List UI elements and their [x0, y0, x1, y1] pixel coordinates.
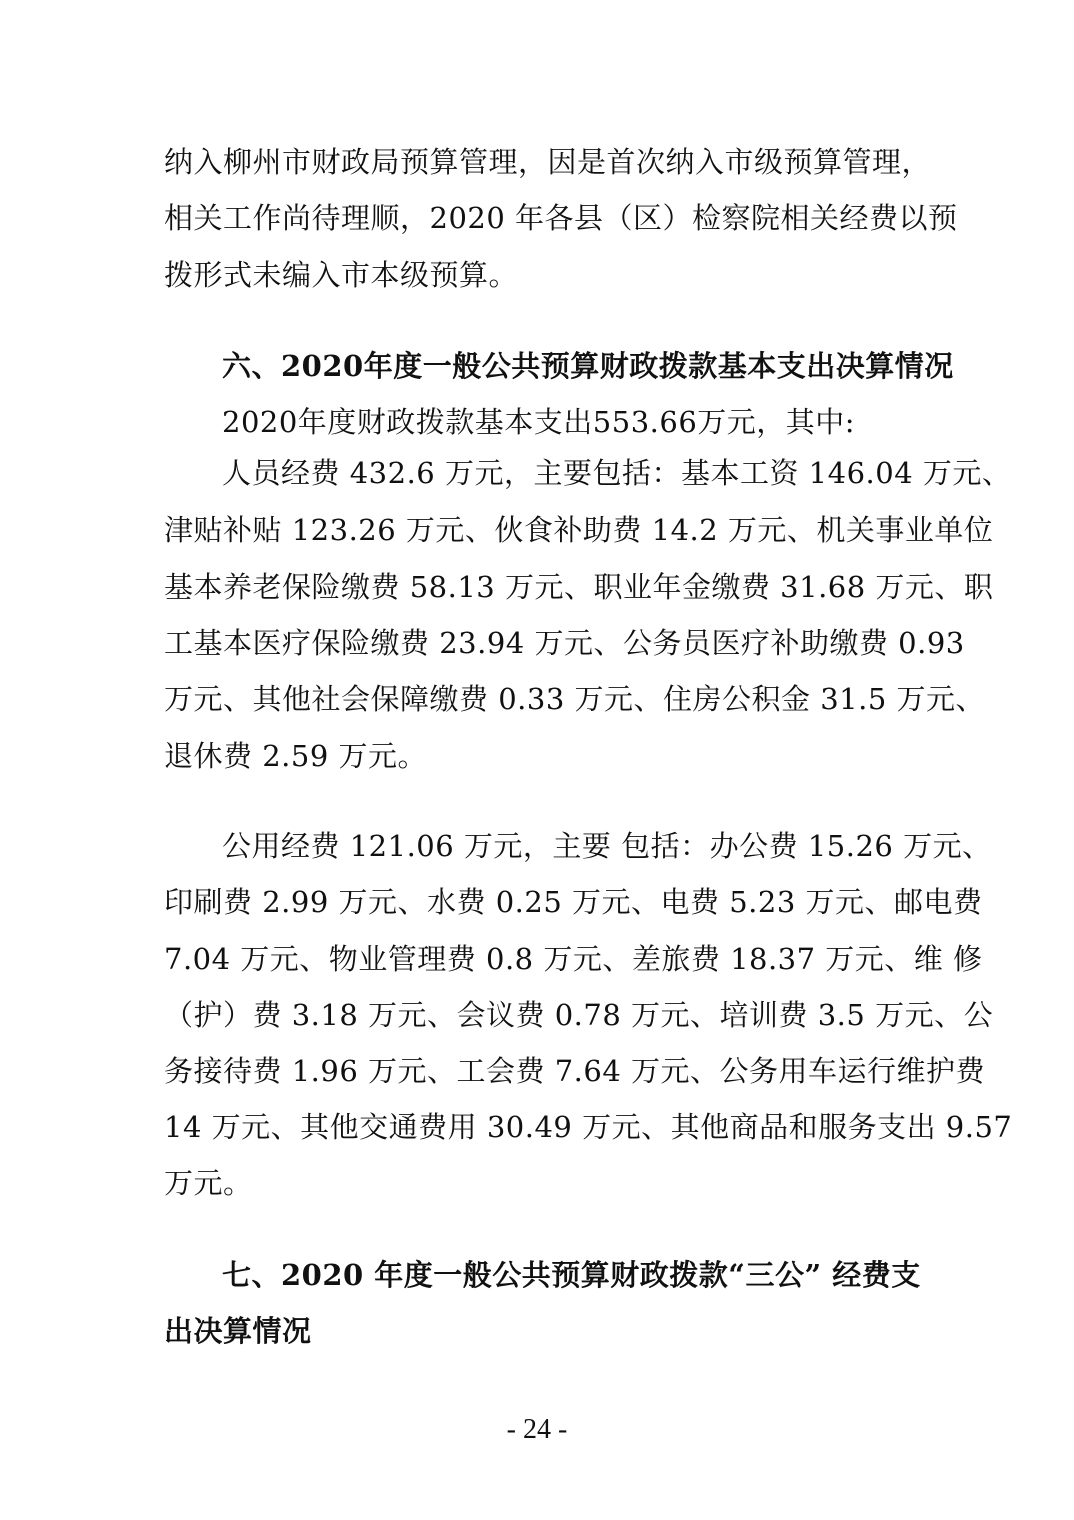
text-line: 人员经费 432.6 万元，主要包括：基本工资 146.04 万元、 — [222, 456, 1012, 490]
text-line: 工基本医疗保险缴费 23.94 万元、公务员医疗补助缴费 0.93 — [164, 626, 965, 660]
text-line: （护）费 3.18 万元、会议费 0.78 万元、培训费 3.5 万元、公 — [164, 998, 994, 1032]
text-line: 14 万元、其他交通费用 30.49 万元、其他商品和服务支出 9.57 — [164, 1110, 1013, 1144]
section-6-summary: 2020年度财政拨款基本支出553.66万元，其中: — [222, 405, 856, 439]
text-line: 7.04 万元、物业管理费 0.8 万元、差旅费 18.37 万元、维 修 — [164, 942, 983, 976]
text-line: 基本养老保险缴费 58.13 万元、职业年金缴费 31.68 万元、职 — [164, 570, 994, 604]
section-7-heading-line: 出决算情况 — [164, 1314, 312, 1348]
text-line: 纳入柳州市财政局预算管理，因是首次纳入市级预算管理， — [164, 145, 932, 179]
text-line: 万元、其他社会保障缴费 0.33 万元、住房公积金 31.5 万元、 — [164, 682, 986, 716]
text-line: 务接待费 1.96 万元、工会费 7.64 万元、公务用车运行维护费 — [164, 1054, 986, 1088]
text-line: 公用经费 121.06 万元，主要 包括：办公费 15.26 万元、 — [222, 829, 992, 863]
page-number: - 24 - — [506, 1414, 568, 1445]
section-6-heading: 六、2020年度一般公共预算财政拨款基本支出决算情况 — [222, 349, 954, 383]
text-line: 津贴补贴 123.26 万元、伙食补助费 14.2 万元、机关事业单位 — [164, 513, 994, 547]
text-line: 退休费 2.59 万元。 — [164, 739, 428, 773]
text-line: 万元。 — [164, 1166, 253, 1200]
text-line: 相关工作尚待理顺，2020 年各县（区）检察院相关经费以预 — [164, 201, 958, 235]
text-line: 印刷费 2.99 万元、水费 0.25 万元、电费 5.23 万元、邮电费 — [164, 885, 983, 919]
section-7-heading-line: 七、2020 年度一般公共预算财政拨款“三公” 经费支 — [222, 1258, 921, 1292]
text-line: 拨形式未编入市本级预算。 — [164, 258, 519, 292]
